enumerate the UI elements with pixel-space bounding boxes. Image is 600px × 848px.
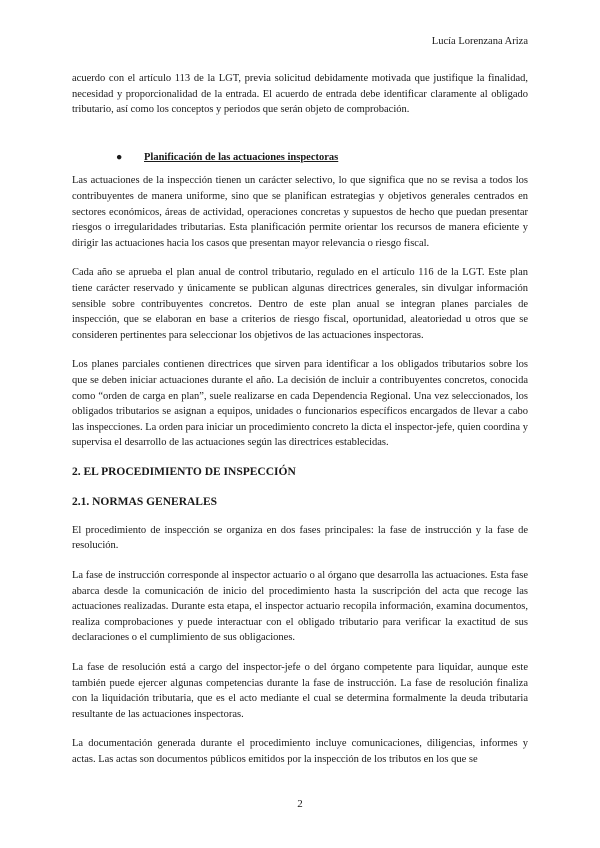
general-paragraph: La fase de resolución está a cargo del inspector-jefe o del órgano competente para liquidar, aunque este también puede ejercer algunas competencias durante la fase de instrucción. La fase de resolución finaliza con la liquidación tributaria, que es el acto mediante el cual se determina formalmente la deuda tributaria resultante de las actuaciones inspectoras. xyxy=(72,662,528,720)
subsection-heading: 2.1. NORMAS GENERALES xyxy=(72,495,218,508)
bullet-icon: ● xyxy=(116,151,123,163)
intro-paragraph: acuerdo con el artículo 113 de la LGT, previa solicitud debidamente motivada que justifique la finalidad, necesidad y proporcionalidad de la entrada. El acuerdo de entrada debe identificar claramente al obligado tributario, así como los conceptos y periodos que serán objeto de comprobación. xyxy=(72,73,528,116)
planning-paragraph: Cada año se aprueba el plan anual de control tributario, regulado en el artículo 116 de la LGT. Este plan tiene carácter reservado y únicamente se publican algunas directrices generales, sin divulgar información sensible sobre contribuyentes concretos. Dentro de este plan anual se integran planes parciales de inspección, que se elaboran en base a criterios de riesgo fiscal, oportunidad, aleatoriedad u otros que se consideren pertinentes para seleccionar los objetivos de las actuaciones inspectoras. xyxy=(72,267,528,341)
page-body xyxy=(72,71,528,782)
bullet-title: Planificación de las actuaciones inspectoras xyxy=(144,151,339,163)
header-author: Lucía Lorenzana Ariza xyxy=(431,36,528,47)
general-paragraph: La documentación generada durante el procedimiento incluye comunicaciones, diligencias, informes y actas. Las actas son documentos públicos emitidos por la inspección de los tributos en los que se xyxy=(72,738,528,765)
planning-paragraph: Los planes parciales contienen directrices que sirven para identificar a los obligados tributarios sobre los que se deben iniciar actuaciones durante el año. La decisión de incluir a contribuyentes concretos, conocida como “orden de carga en plan”, suele realizarse en cada Dependencia Regional. Una vez seleccionados, los obligados tributarios se asignan a equipos, unidades o funcionarios específicos encargados de llevar a cabo las inspecciones. La orden para iniciar un procedimiento concreto la dicta el inspector-jefe, quien coordina y supervisa el desarrollo de las actuaciones según las directrices establecidas. xyxy=(72,359,528,449)
planning-paragraph: Las actuaciones de la inspección tienen un carácter selectivo, lo que significa que no se revisa a todos los contribuyentes de manera uniforme, sino que se planifican estrategias y objetivos generales centrados en sectores económicos, áreas de actividad, operaciones concretas y supuestos de hecho que puedan presentar riesgos o irregularidades tributarias. Esta planificación permite orientar los recursos de manera eficiente y dirigir las actuaciones hacia los casos que presentan mayor relevancia o riesgo fiscal. xyxy=(72,175,528,249)
bullet-heading xyxy=(72,150,528,166)
general-paragraph: El procedimiento de inspección se organiza en dos fases principales: la fase de instrucción y la fase de resolución. xyxy=(72,524,528,552)
general-paragraph: La fase de instrucción corresponde al inspector actuario o al órgano que desarrolla las actuaciones. Esta fase abarca desde la comunicación de inicio del procedimiento hasta la suscripción del acta que recoge las actuaciones realizadas. Durante esta etapa, el inspector actuario recopila información, examina documentos, realiza comprobaciones y puede interactuar con el obligado tributario para verificar la exactitud de sus declaraciones o el cumplimiento de sus obligaciones. xyxy=(72,570,528,644)
section-heading: 2. EL PROCEDIMIENTO DE INSPECCIÓN xyxy=(72,465,296,478)
page-number: 2 xyxy=(297,798,303,810)
